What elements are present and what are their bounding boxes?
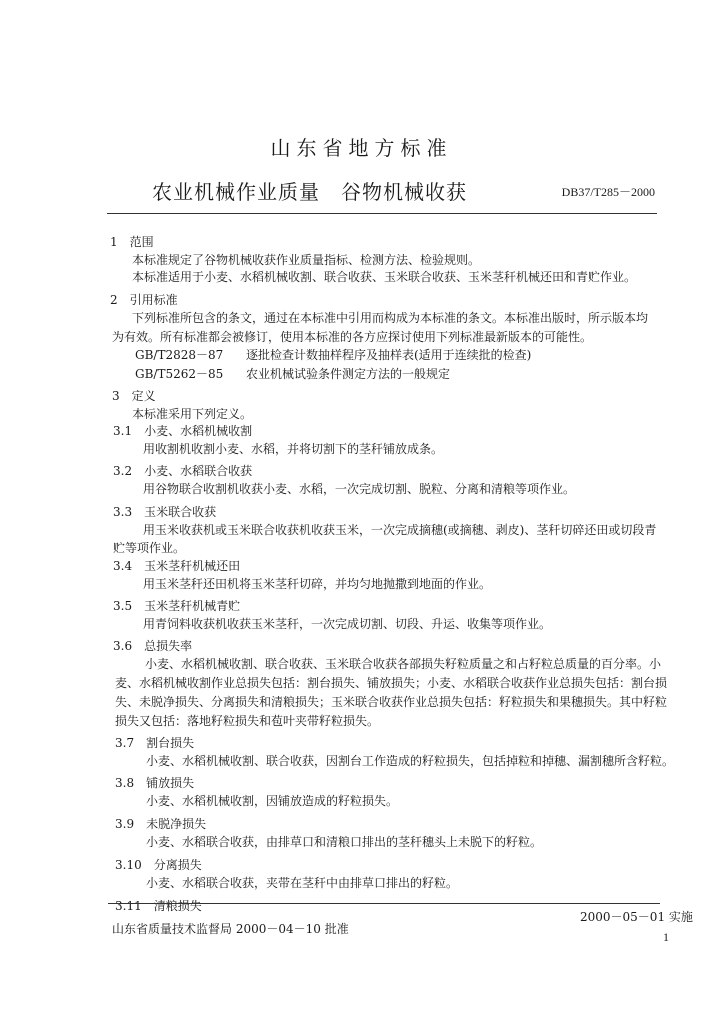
section-1-para-2: 本标准适用于小麦、水稻机械收割、联合收获、玉米联合收获、玉米茎秆机械还田和青贮作业。 bbox=[132, 270, 637, 284]
section-1-heading: 1 范围 bbox=[110, 235, 154, 249]
reference-2-code: GB/T5262－85 bbox=[135, 367, 224, 381]
standard-code: DB37/T285－2000 bbox=[561, 185, 655, 199]
section-1-para-1: 本标准规定了谷物机械收获作业质量指标、检测方法、检验规则。 bbox=[132, 253, 481, 267]
definition-3-8-text: 小麦、水稻机械收割，因铺放造成的籽粒损失。 bbox=[146, 794, 399, 808]
definition-3-6-text-line-4: 损失又包括：落地籽粒损失和苞叶夹带籽粒损失。 bbox=[115, 714, 380, 728]
definition-3-10-text: 小麦、水稻联合收获，夹带在茎秆中由排草口排出的籽粒。 bbox=[146, 876, 459, 890]
approval-statement: 山东省质量技术监督局 2000－04－10 批准 bbox=[112, 922, 349, 936]
definition-3-6-heading: 3.6 总损失率 bbox=[113, 639, 193, 653]
definition-3-3-heading: 3.3 玉米联合收获 bbox=[113, 505, 217, 519]
definition-3-4-heading: 3.4 玉米茎秆机械还田 bbox=[113, 559, 241, 573]
definition-3-3-text-line-2: 贮等项作业。 bbox=[113, 541, 186, 555]
definition-3-5-heading: 3.5 玉米茎秆机械青贮 bbox=[113, 599, 241, 613]
definition-3-7-text: 小麦、水稻机械收割、联合收获，因割台工作造成的籽粒损失，包括掉粒和掉穗、漏割穗所含籽粒。 bbox=[146, 754, 675, 768]
page-number: 1 bbox=[663, 930, 669, 944]
definition-3-6-text-line-2: 麦、水稻机械收割作业总损失包括：割台损失、铺放损失；小麦、水稻联合收获作业总损失包括：割台损 bbox=[115, 676, 668, 690]
issuing-organization: 山东省地方标准 bbox=[270, 136, 453, 160]
definition-3-9-heading: 3.9 未脱净损失 bbox=[115, 817, 207, 831]
definition-3-6-text-line-3: 失、未脱净损失、分离损失和清粮损失；玉米联合收获作业总损失包括：籽粒损失和果穗损失。其中籽粒 bbox=[115, 695, 668, 709]
definition-3-2-heading: 3.2 小麦、水稻联合收获 bbox=[113, 464, 253, 478]
section-3-heading: 3 定义 bbox=[112, 389, 156, 403]
standard-title: 农业机械作业质量 谷物机械收获 bbox=[152, 180, 467, 204]
reference-2-title: 农业机械试验条件测定方法的一般规定 bbox=[246, 367, 451, 381]
definition-3-1-heading: 3.1 小麦、水稻机械收割 bbox=[113, 424, 253, 438]
definition-3-4-text: 用玉米茎秆还田机将玉米茎秆切碎，并均匀地抛撒到地面的作业。 bbox=[143, 577, 492, 591]
definition-3-8-heading: 3.8 铺放损失 bbox=[115, 776, 195, 790]
section-2-heading: 2 引用标准 bbox=[110, 293, 178, 307]
footer-divider bbox=[108, 903, 660, 904]
definition-3-11-heading: 3.11 清粮损失 bbox=[115, 899, 202, 913]
implementation-date: 2000－05－01 实施 bbox=[580, 910, 693, 924]
definition-3-10-heading: 3.10 分离损失 bbox=[115, 858, 202, 872]
definition-3-5-text: 用青饲料收获机收获玉米茎秆，一次完成切割、切段、升运、收集等项作业。 bbox=[143, 617, 552, 631]
definition-3-9-text: 小麦、水稻联合收获，由排草口和清粮口排出的茎秆穗头上未脱下的籽粒。 bbox=[146, 835, 543, 849]
section-2-para-line-2: 为有效。所有标准都会被修订，使用本标准的各方应探讨使用下列标准最新版本的可能性。 bbox=[112, 330, 593, 344]
definition-3-2-text: 用谷物联合收割机收获小麦、水稻，一次完成切割、脱粒、分离和清粮等项作业。 bbox=[143, 482, 576, 496]
reference-1-title: 逐批检查计数抽样程序及抽样表(适用于连续批的检查) bbox=[246, 348, 532, 362]
section-3-para: 本标准采用下列定义。 bbox=[132, 407, 253, 421]
definition-3-7-heading: 3.7 割台损失 bbox=[115, 736, 195, 750]
definition-3-6-text-line-1: 小麦、水稻机械收割、联合收获、玉米联合收获各部损失籽粒质量之和占籽粒总质量的百分率。小 bbox=[145, 657, 662, 671]
definition-3-1-text: 用收割机收割小麦、水稻，并将切割下的茎秆铺放成条。 bbox=[143, 442, 444, 456]
header-divider bbox=[107, 213, 657, 214]
reference-1-code: GB/T2828－87 bbox=[135, 348, 224, 362]
definition-3-3-text-line-1: 用玉米收获机或玉米联合收获机收获玉米，一次完成摘穗(或摘穗、剥皮)、茎秆切碎还田或切段青 bbox=[143, 523, 657, 537]
section-2-para-line-1: 下列标准所包含的条文，通过在本标准中引用而构成为本标准的条文。本标准出版时，所示版本均 bbox=[132, 311, 649, 325]
